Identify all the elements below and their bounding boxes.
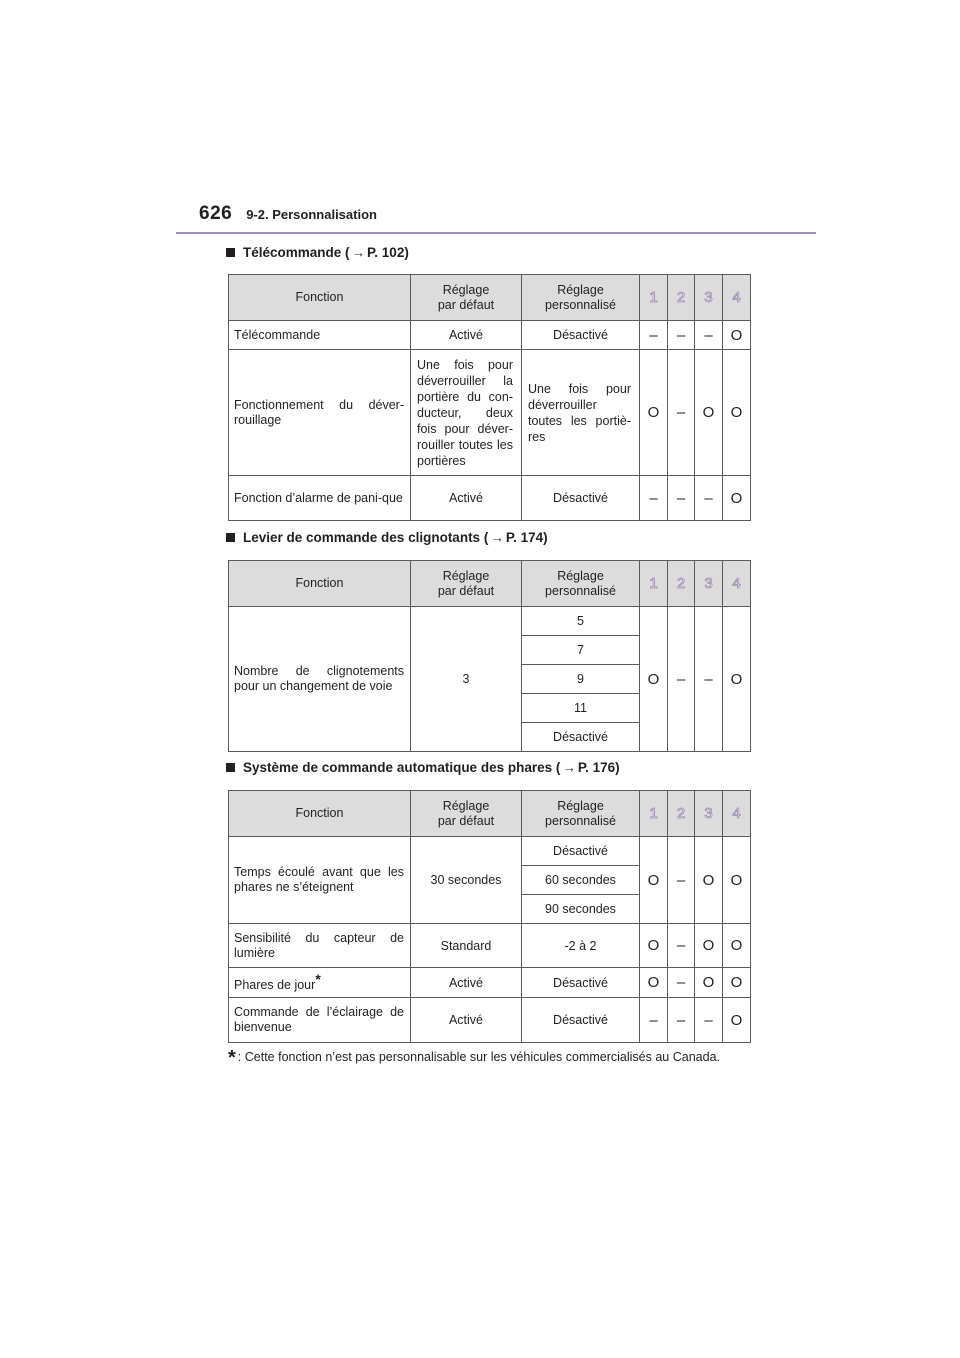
cell-mark: O <box>695 924 723 968</box>
page-header <box>199 203 377 225</box>
footnote-star: * <box>228 1047 236 1069</box>
cell-mark: O <box>723 924 751 968</box>
header-default: Réglage par défaut <box>411 275 522 321</box>
header-col-1: 1 <box>640 275 668 321</box>
table-row <box>229 607 751 636</box>
cell-mark: – <box>640 998 668 1043</box>
square-bullet-icon <box>226 533 235 542</box>
subheading-phares <box>226 760 620 775</box>
cell-function: Fonction d’alarme de pani-que <box>229 476 411 521</box>
cell-custom: -2 à 2 <box>522 924 640 968</box>
cell-mark: – <box>695 607 723 752</box>
cell-mark: – <box>668 837 695 924</box>
arrow-right-icon: → <box>490 530 504 545</box>
cell-mark: – <box>668 968 695 998</box>
header-col-2: 2 <box>668 791 695 837</box>
cell-mark: O <box>723 968 751 998</box>
cell-custom: 7 <box>522 636 640 665</box>
cell-custom: Désactivé <box>522 998 640 1043</box>
cell-default: Activé <box>411 476 522 521</box>
cell-mark: O <box>640 837 668 924</box>
cell-mark: O <box>640 924 668 968</box>
cell-function: Commande de l’éclairage de bienvenue <box>229 998 411 1043</box>
header-custom: Réglage personnalisé <box>522 275 640 321</box>
header-divider <box>176 232 816 234</box>
cell-function: Nombre de clignotements pour un changement de voie <box>229 607 411 752</box>
cell-mark: – <box>668 607 695 752</box>
cell-mark: O <box>723 607 751 752</box>
cell-mark: O <box>723 476 751 521</box>
cell-default: Activé <box>411 998 522 1043</box>
header-custom: Réglage personnalisé <box>522 791 640 837</box>
table-header-row <box>229 275 751 321</box>
cell-custom: 9 <box>522 665 640 694</box>
table-row <box>229 321 751 350</box>
cell-function: Sensibilité du capteur de lumière <box>229 924 411 968</box>
cell-default: Standard <box>411 924 522 968</box>
cell-function: Fonctionnement du déver-rouillage <box>229 350 411 476</box>
footnote-marker: * <box>315 970 321 987</box>
cell-mark: – <box>668 924 695 968</box>
table-row <box>229 837 751 866</box>
header-col-3: 3 <box>695 561 723 607</box>
header-col-4: 4 <box>723 561 751 607</box>
cell-custom: Désactivé <box>522 837 640 866</box>
subheading-title: Télécommande ( <box>243 245 350 260</box>
cell-mark: O <box>640 607 668 752</box>
header-fonction: Fonction <box>229 561 411 607</box>
header-default: Réglage par défaut <box>411 561 522 607</box>
cell-function: Télécommande <box>229 321 411 350</box>
cell-default: Activé <box>411 321 522 350</box>
cell-function: Phares de jour* <box>229 968 411 998</box>
page-reference: P. 174) <box>505 530 548 545</box>
table-clignotants <box>228 560 751 752</box>
header-col-3: 3 <box>695 275 723 321</box>
arrow-right-icon: → <box>351 245 366 260</box>
header-col-4: 4 <box>723 791 751 837</box>
cell-custom: Une fois pour déverrouiller toutes les portiè-res <box>522 350 640 476</box>
cell-mark: – <box>695 321 723 350</box>
page-number: 626 <box>199 203 233 224</box>
header-col-4: 4 <box>723 275 751 321</box>
page-reference: P. 102) <box>367 245 409 260</box>
cell-mark: – <box>695 998 723 1043</box>
table-row <box>229 924 751 968</box>
cell-mark: – <box>668 321 695 350</box>
table-row <box>229 998 751 1043</box>
cell-mark: O <box>695 350 723 476</box>
header-col-2: 2 <box>668 275 695 321</box>
table-row <box>229 476 751 521</box>
cell-default: 30 secondes <box>411 837 522 924</box>
cell-mark: O <box>723 998 751 1043</box>
subheading-telecommande <box>226 245 409 260</box>
cell-mark: – <box>668 350 695 476</box>
footnote-text: : Cette fonction n’est pas personnalisable sur les véhicules commercialisés au Canada. <box>237 1050 720 1064</box>
section-title: 9-2. Personnalisation <box>246 207 377 222</box>
header-fonction: Fonction <box>229 791 411 837</box>
square-bullet-icon <box>226 248 235 257</box>
cell-mark: – <box>668 998 695 1043</box>
cell-mark: – <box>640 476 668 521</box>
header-col-3: 3 <box>695 791 723 837</box>
subheading-clignotants <box>226 530 548 545</box>
cell-default: 3 <box>411 607 522 752</box>
cell-custom: 5 <box>522 607 640 636</box>
cell-custom: 11 <box>522 694 640 723</box>
cell-mark: O <box>723 321 751 350</box>
cell-mark: O <box>695 837 723 924</box>
table-row <box>229 968 751 998</box>
cell-default: Activé <box>411 968 522 998</box>
cell-custom: Désactivé <box>522 476 640 521</box>
square-bullet-icon <box>226 763 235 772</box>
cell-mark: O <box>640 968 668 998</box>
cell-mark: O <box>723 837 751 924</box>
cell-custom: Désactivé <box>522 723 640 752</box>
table-header-row <box>229 791 751 837</box>
table-phares <box>228 790 751 1043</box>
cell-mark: O <box>695 968 723 998</box>
table-row <box>229 350 751 476</box>
subheading-title: Levier de commande des clignotants ( <box>243 530 489 545</box>
cell-custom: 60 secondes <box>522 866 640 895</box>
header-fonction: Fonction <box>229 275 411 321</box>
cell-mark: O <box>723 350 751 476</box>
cell-custom: Désactivé <box>522 968 640 998</box>
subheading-title: Système de commande automatique des phares ( <box>243 760 561 775</box>
footnote <box>228 1047 720 1069</box>
header-col-1: 1 <box>640 791 668 837</box>
cell-custom: Désactivé <box>522 321 640 350</box>
header-custom: Réglage personnalisé <box>522 561 640 607</box>
arrow-right-icon: → <box>562 760 576 775</box>
cell-mark: O <box>640 350 668 476</box>
header-default: Réglage par défaut <box>411 791 522 837</box>
cell-default: Une fois pour déverrouiller la portière du con-ducteur, deux fois pour déver-rouiller toutes les portières <box>411 350 522 476</box>
page-reference: P. 176) <box>577 760 620 775</box>
cell-function: Temps écoulé avant que les phares ne s’éteignent <box>229 837 411 924</box>
header-col-2: 2 <box>668 561 695 607</box>
header-col-1: 1 <box>640 561 668 607</box>
table-telecommande <box>228 274 751 521</box>
cell-mark: – <box>695 476 723 521</box>
table-header-row <box>229 561 751 607</box>
cell-mark: – <box>668 476 695 521</box>
cell-mark: – <box>640 321 668 350</box>
cell-custom: 90 secondes <box>522 895 640 924</box>
